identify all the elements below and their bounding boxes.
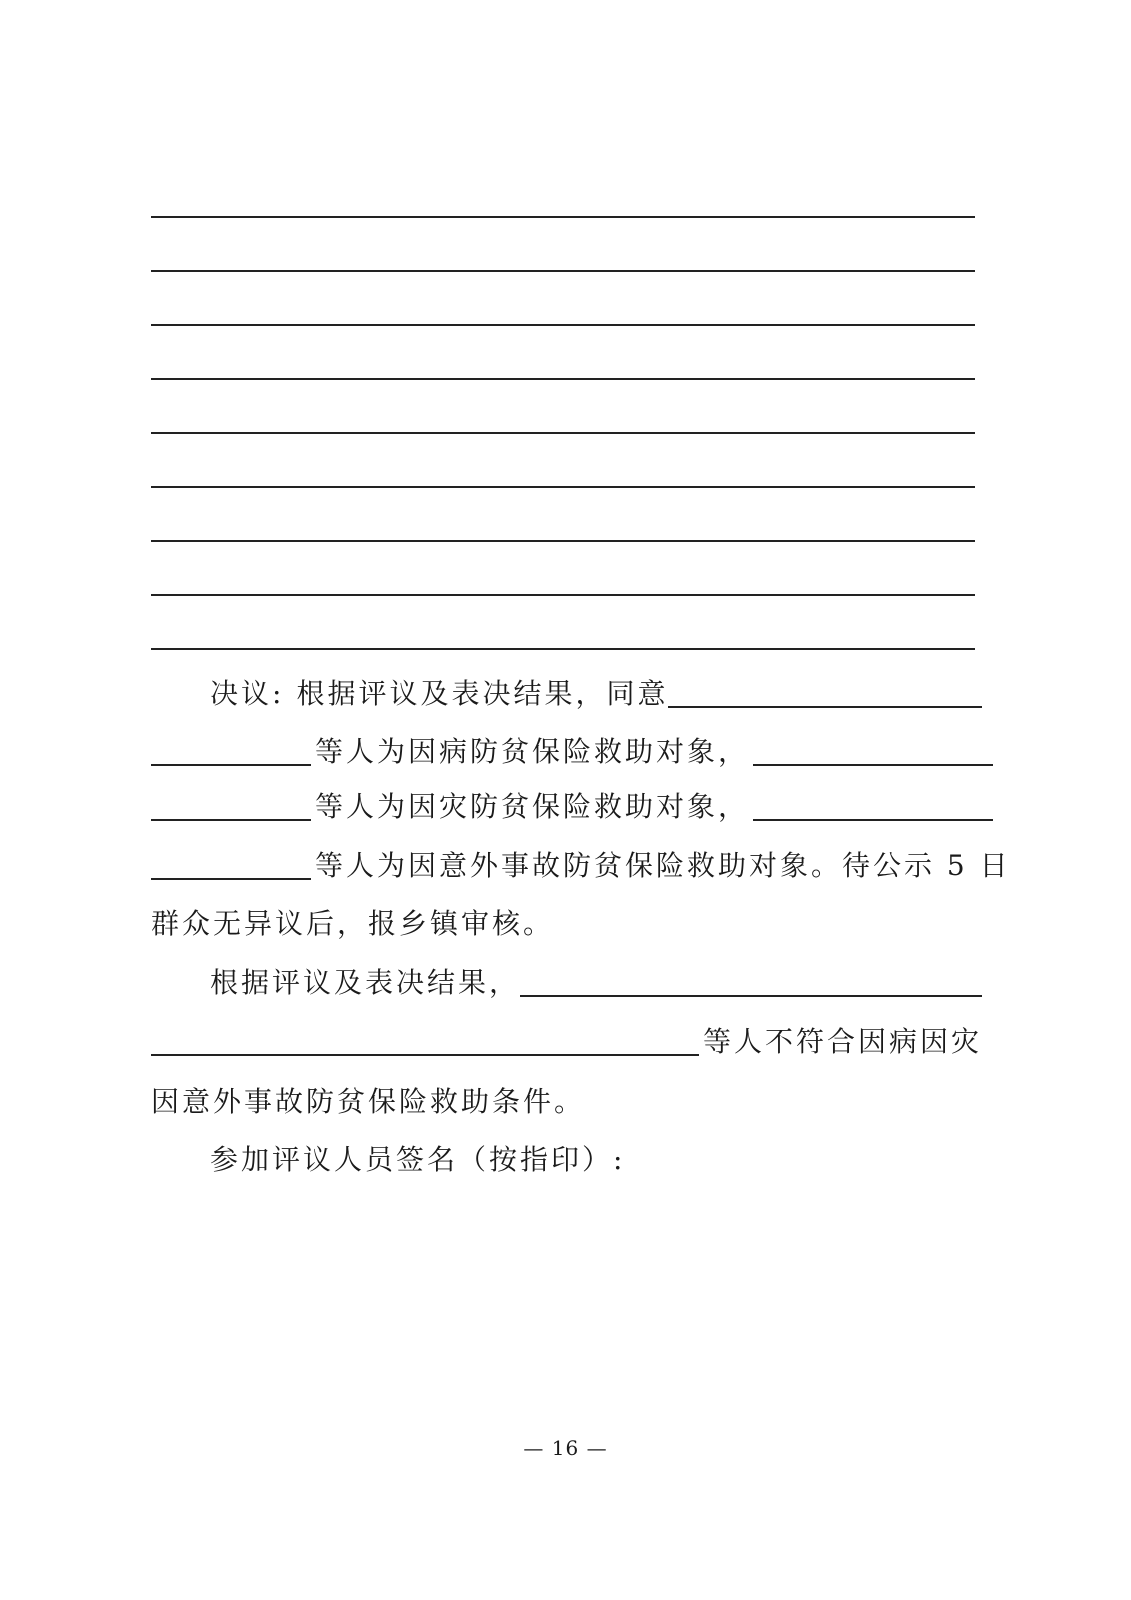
- rejection-intro-line: [210, 961, 982, 1001]
- rejection-names-blank[interactable]: [520, 995, 982, 997]
- rejection-tail-line: [151, 1020, 982, 1060]
- rejection-intro: 根据评议及表决结果，: [210, 966, 521, 999]
- writing-line[interactable]: [151, 270, 975, 272]
- agreed-names-blank[interactable]: [668, 706, 982, 708]
- signature-line: [210, 1138, 625, 1178]
- disaster-text: 等人为因灾防贫保险救助对象，: [315, 790, 750, 823]
- signature-label: 参加评议人员签名（按指印）:: [210, 1143, 626, 1176]
- disaster-names-blank[interactable]: [151, 819, 311, 821]
- accident-row: [151, 844, 1011, 884]
- rejection-names-blank-2[interactable]: [151, 1054, 699, 1056]
- illness-names-blank[interactable]: [151, 764, 311, 766]
- writing-line[interactable]: [151, 216, 975, 218]
- rejection-cont-line: [151, 1080, 585, 1120]
- illness-tail-blank[interactable]: [753, 764, 993, 766]
- rejection-cont: 因意外事故防贫保险救助条件。: [151, 1085, 586, 1118]
- writing-line[interactable]: [151, 648, 975, 650]
- illness-row: [151, 730, 993, 770]
- writing-line[interactable]: [151, 432, 975, 434]
- accident-text: 等人为因意外事故防贫保险救助对象。待公示 5 日: [315, 849, 1011, 882]
- resolution-label: 决议:: [210, 677, 285, 710]
- writing-line[interactable]: [151, 486, 975, 488]
- writing-line[interactable]: [151, 594, 975, 596]
- page-number: — 16 —: [523, 1436, 608, 1460]
- writing-line[interactable]: [151, 378, 975, 380]
- publicity-text: 群众无异议后，报乡镇审核。: [151, 907, 555, 940]
- accident-names-blank[interactable]: [151, 878, 311, 880]
- writing-line[interactable]: [151, 540, 975, 542]
- rejection-tail: 等人不符合因病因灾: [703, 1025, 983, 1058]
- disaster-row: [151, 785, 993, 825]
- publicity-line: [151, 902, 554, 942]
- resolution-line: [210, 672, 982, 712]
- writing-line[interactable]: [151, 324, 975, 326]
- illness-text: 等人为因病防贫保险救助对象，: [315, 735, 750, 768]
- resolution-text: 根据评议及表决结果，同意: [296, 677, 669, 710]
- disaster-tail-blank[interactable]: [753, 819, 993, 821]
